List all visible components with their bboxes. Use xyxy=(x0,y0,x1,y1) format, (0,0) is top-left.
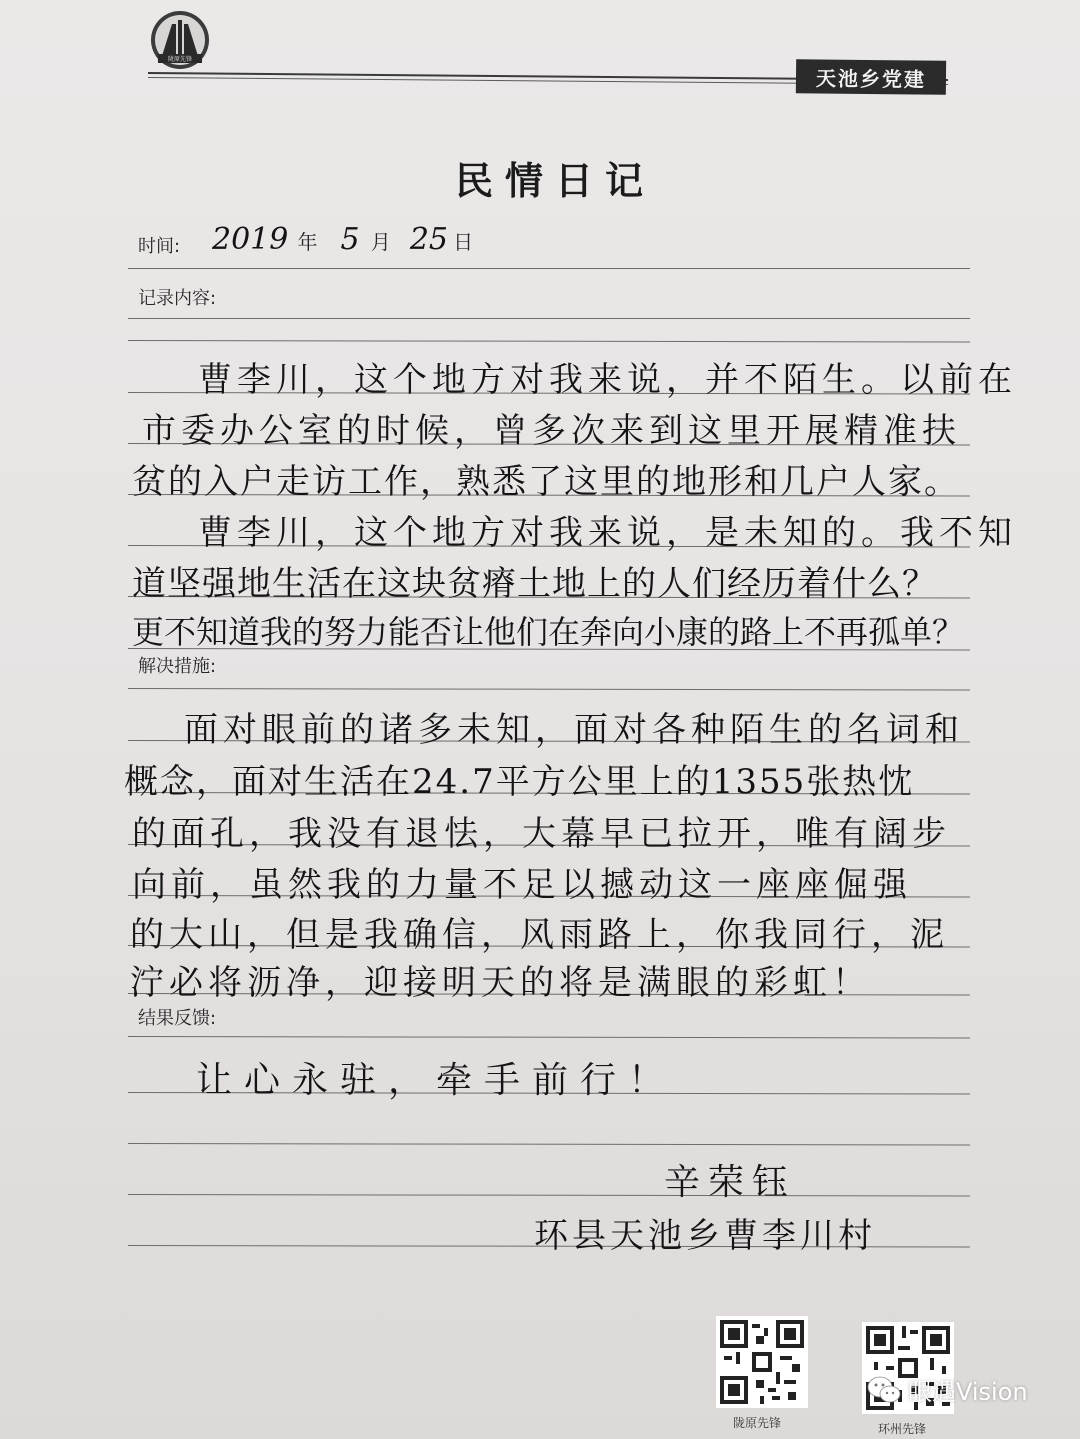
record-line: 道坚强地生活在这块贫瘠土地上的人们经历着什么？ xyxy=(132,564,937,604)
feedback-label: 结果反馈: xyxy=(138,1008,217,1029)
measures-line: 的大山，但是我确信，风雨路上，你我同行，泥 xyxy=(130,915,949,955)
date-value xyxy=(212,222,473,257)
date-month-unit: 月 xyxy=(370,230,391,254)
page-title: 民情日记 xyxy=(454,158,655,203)
party-building-tag: 天池乡党建 xyxy=(796,59,946,95)
feedback-line: 让心永驻，牵手前行！ xyxy=(196,1060,677,1101)
svg-text:陇原先锋: 陇原先锋 xyxy=(167,56,193,63)
measures-line: 面对眼前的诸多未知，面对各种陌生的名词和 xyxy=(184,710,964,750)
measures-line: 的面孔，我没有退怯，大幕早已拉开，唯有阔步 xyxy=(132,814,951,854)
record-line: 曹李川，这个地方对我来说，并不陌生。以前在 xyxy=(198,360,1017,400)
ruled-line xyxy=(128,1143,970,1145)
date-month: 5 xyxy=(340,222,360,257)
party-building-logo xyxy=(148,10,212,70)
signature-name: 辛荣钰 xyxy=(664,1162,797,1203)
date-day: 25 xyxy=(409,222,449,257)
ruled-line xyxy=(128,688,970,690)
ruled-line xyxy=(128,318,970,319)
qr-code xyxy=(716,1316,808,1408)
ruled-line xyxy=(128,1194,970,1196)
date-year: 2019 xyxy=(212,222,289,257)
qr-caption: 陇原先锋 xyxy=(733,1416,782,1430)
record-line: 贫的入户走访工作，熟悉了这里的地形和几户人家。 xyxy=(132,462,960,502)
measures-line: 泞必将沥净，迎接明天的将是满眼的彩虹！ xyxy=(130,963,871,1003)
wechat-watermark xyxy=(866,1372,1028,1407)
record-line: 更不知道我的努力能否让他们在奔向小康的路上不再孤单？ xyxy=(132,613,965,651)
date-day-unit: 日 xyxy=(453,230,474,254)
measures-line: 概念，面对生活在24.7平方公里上的1355张热忱 xyxy=(124,762,915,802)
measures-label: 解决措施: xyxy=(138,656,217,677)
record-label: 记录内容: xyxy=(138,288,217,309)
ruled-line xyxy=(128,1036,970,1038)
record-line: 曹李川，这个地方对我来说，是未知的。我不知 xyxy=(198,513,1017,553)
wechat-icon xyxy=(866,1375,902,1405)
signature-place: 环县天池乡曹李川村 xyxy=(534,1216,876,1256)
ruled-line xyxy=(128,268,970,269)
record-line: 市委办公室的时候，曾多次来到这里开展精准扶 xyxy=(142,411,961,451)
date-year-unit: 年 xyxy=(297,230,318,254)
date-label: 时间: xyxy=(138,236,181,257)
measures-line: 向前，虽然我的力量不足以撼动这一座座倔强 xyxy=(132,865,912,905)
qr-caption: 环州先锋 xyxy=(878,1422,927,1436)
ruled-line xyxy=(128,340,970,342)
watermark-text: 眼遇Vision xyxy=(908,1378,1028,1406)
